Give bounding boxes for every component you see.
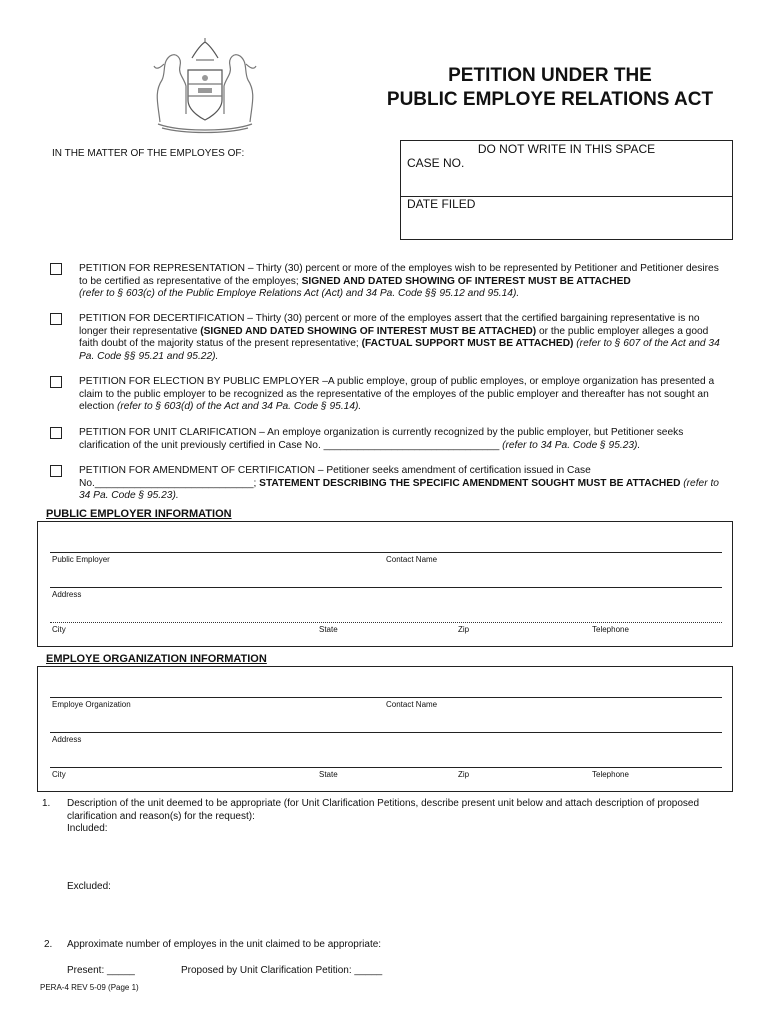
title-line-1: PETITION UNDER THE: [448, 65, 652, 86]
question-2-number: 2.: [44, 939, 53, 950]
option-text: PETITION FOR DECERTIFICATION – Thirty (30) percent or more of the employes assert that the certified bargaining representative is no longer their representative: [79, 313, 700, 337]
title-line-2: PUBLIC EMPLOYE RELATIONS ACT: [386, 89, 714, 110]
option-representation: [50, 263, 730, 301]
form-footer: PERA-4 REV 5-09 (Page 1): [40, 983, 139, 992]
pennsylvania-seal-icon: [140, 34, 270, 134]
question-2-text: Approximate number of employes in the unit claimed to be appropriate:: [67, 939, 382, 950]
employe-org-label: Employe Organization: [52, 700, 131, 709]
employer-telephone-label: Telephone: [592, 625, 629, 634]
option-bold-text-2: (FACTUAL SUPPORT MUST BE ATTACHED): [361, 338, 574, 350]
public-employer-line[interactable]: [50, 552, 722, 553]
employer-city-line[interactable]: [50, 622, 722, 623]
option-unit-clarification: [50, 427, 730, 452]
org-state-label: State: [319, 770, 338, 779]
option-text: PETITION FOR AMENDMENT OF CERTIFICATION – Petitioner seeks amendment of certification issued in Case No.____________________________;: [79, 465, 591, 489]
option-bold-text: SIGNED AND DATED SHOWING OF INTEREST MUST BE ATTACHED: [301, 275, 631, 287]
employer-zip-label: Zip: [458, 625, 470, 634]
page-title: [380, 64, 720, 112]
option-reference: (refer to 34 Pa. Code § 95.23).: [79, 477, 719, 502]
option-decertification: [50, 313, 730, 364]
org-contact-label: Contact Name: [386, 700, 438, 709]
employer-section-title: PUBLIC EMPLOYER INFORMATION: [46, 508, 232, 520]
option-text-2: or the public employer alleges a good faith doubt of the majority status of the present representative;: [79, 325, 709, 350]
present-count-field[interactable]: Present: _____: [67, 965, 135, 976]
checkbox-amendment[interactable]: [50, 465, 62, 477]
org-zip-label: Zip: [458, 770, 470, 779]
option-election: [50, 376, 730, 414]
office-use-heading: DO NOT WRITE IN THIS SPACE: [477, 142, 656, 156]
option-reference: (refer to § 603(d) of the Act and 34 Pa. Code § 95.14).: [116, 401, 362, 413]
question-1-text: Description of the unit deemed to be appropriate (for Unit Clarification Petitions, describe present unit below and attach description of proposed clarification and reason(s) for the request):: [67, 798, 700, 822]
question-2: [36, 939, 736, 952]
checkbox-representation[interactable]: [50, 263, 62, 275]
option-text: PETITION FOR REPRESENTATION – Thirty (30) percent or more of the employes wish to be represented by Petitioner and Petitioner desires to be certified as representative of the employes;: [79, 263, 719, 287]
option-reference: (refer to § 607 of the Act and 34 Pa. Code §§ 95.21 and 95.22).: [79, 338, 720, 363]
org-address-line[interactable]: [50, 732, 722, 733]
employer-contact-label: Contact Name: [386, 555, 438, 564]
option-reference: (refer to § 603(c) of the Public Employe Relations Act (Act) and 34 Pa. Code §§ 95.12 and 95.14).: [79, 288, 520, 300]
option-reference: (refer to 34 Pa. Code § 95.23).: [502, 439, 641, 451]
org-section-title: EMPLOYE ORGANIZATION INFORMATION: [46, 653, 267, 665]
matter-label: IN THE MATTER OF THE EMPLOYES OF:: [52, 148, 245, 159]
option-bold-text: (SIGNED AND DATED SHOWING OF INTEREST MUST BE ATTACHED): [200, 325, 537, 337]
org-address-label: Address: [52, 735, 82, 744]
checkbox-election[interactable]: [50, 376, 62, 388]
org-info-box: [37, 666, 733, 792]
question-1-number: 1.: [42, 798, 51, 809]
option-bold-text: STATEMENT DESCRIBING THE SPECIFIC AMENDMENT SOUGHT MUST BE ATTACHED: [259, 477, 681, 489]
employe-org-line[interactable]: [50, 697, 722, 698]
included-label: Included:: [67, 823, 108, 834]
org-city-label: City: [52, 770, 66, 779]
employer-info-box: [37, 521, 733, 647]
checkbox-unit-clarification[interactable]: [50, 427, 62, 439]
org-city-line[interactable]: [50, 767, 722, 768]
org-telephone-label: Telephone: [592, 770, 629, 779]
proposed-count-field[interactable]: Proposed by Unit Clarification Petition: _____: [181, 965, 383, 976]
case-no-field[interactable]: CASE NO.: [407, 156, 465, 170]
excluded-label: Excluded:: [67, 881, 111, 892]
date-filed-field[interactable]: DATE FILED: [407, 197, 476, 211]
question-1: [36, 798, 736, 836]
option-amendment: [50, 465, 730, 503]
office-use-box: [400, 140, 733, 240]
option-text: PETITION FOR UNIT CLARIFICATION – An employe organization is currently recognized by the public employer, but Petitioner seeks clarification of the unit previously certified in Case No. _______________________________: [79, 427, 684, 451]
option-text: PETITION FOR ELECTION BY PUBLIC EMPLOYER –A public employe, group of public employes, or employe organization has presented a claim to the public employer to be recognized as the representative of the employes of the public employer and thereafter has not sought an election: [79, 376, 715, 413]
checkbox-decertification[interactable]: [50, 313, 62, 325]
employer-state-label: State: [319, 625, 338, 634]
employer-address-line[interactable]: [50, 587, 722, 588]
employer-address-label: Address: [52, 590, 82, 599]
employer-city-label: City: [52, 625, 66, 634]
public-employer-label: Public Employer: [52, 555, 110, 564]
